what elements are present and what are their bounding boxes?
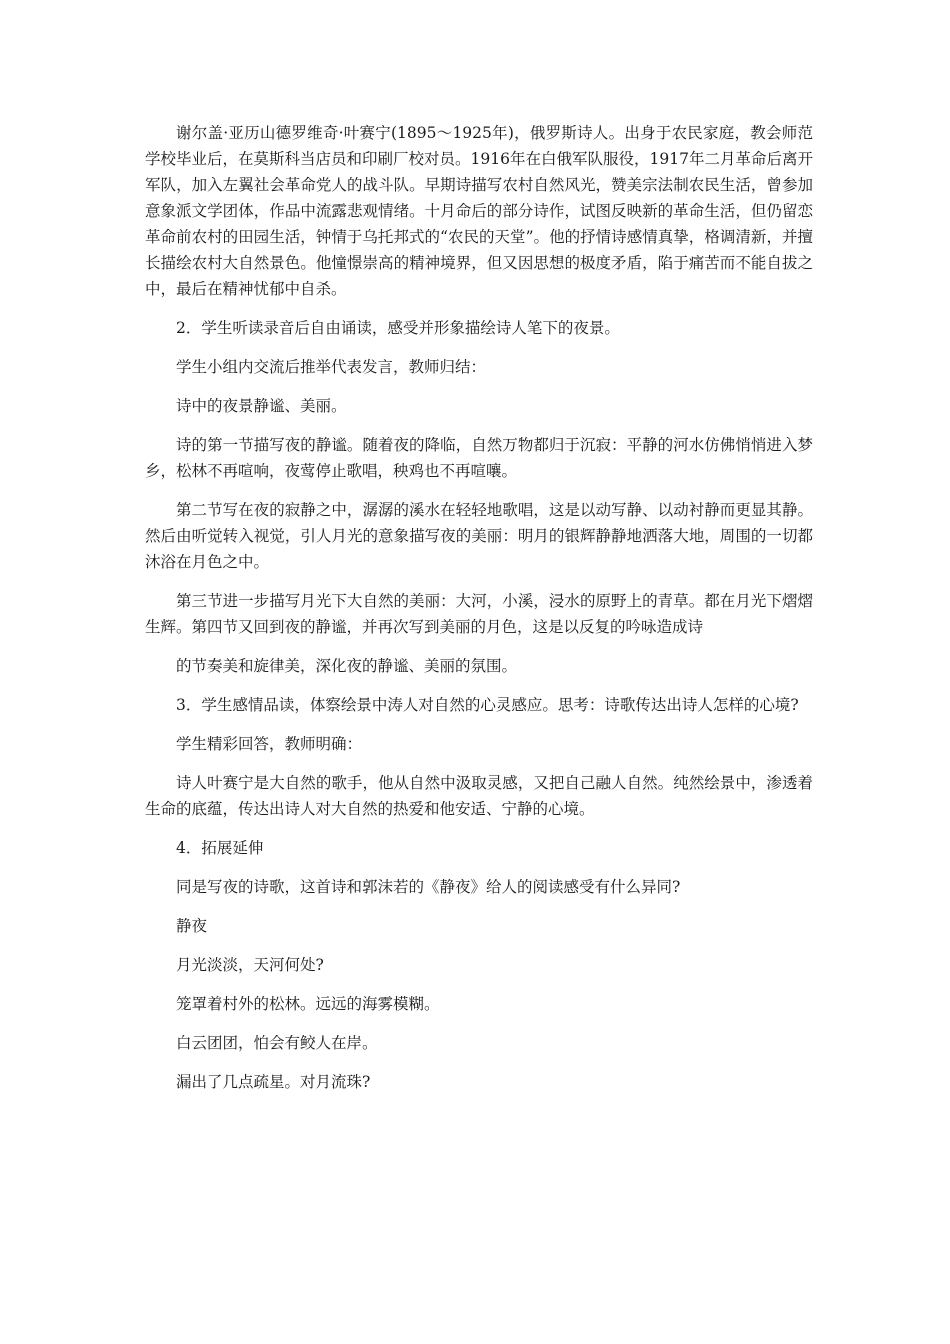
paragraph-poet-summary: 诗人叶赛宁是大自然的歌手，他从自然中汲取灵感，又把自己融人自然。纯然绘景中，渗透着生命的底蕴，传达出诗人对大自然的热爱和他安适、宁静的心境。 — [145, 774, 813, 818]
paragraph-step-3: 3．学生感情品读，体察绘景中涛人对自然的心灵感应。思考：诗歌传达出诗人怎样的心境? — [176, 696, 799, 714]
poem-line-3: 白云团团，怕会有鲛人在岸。 — [176, 1034, 378, 1052]
paragraph-group-discussion: 学生小组内交流后推举代表发言，教师归结： — [176, 358, 487, 376]
paragraph-stanza-3-4: 第三节进一步描写月光下大自然的美丽：大河，小溪，浸水的原野上的青草。都在月光下熠熠生辉。第四节又回到夜的静谧，并再次写到美丽的月色，这是以反复的吟咏造成诗 — [145, 592, 813, 636]
poem-title: 静夜 — [176, 917, 208, 935]
paragraph-comparison-question: 同是写夜的诗歌，这首诗和郭沫若的《静夜》给人的阅读感受有什么异同? — [176, 878, 681, 896]
paragraph-night-scene: 诗中的夜景静谧、美丽。 — [176, 397, 347, 415]
paragraph-step-2: 2．学生听读录音后自由诵读，感受并形象描绘诗人笔下的夜景。 — [176, 319, 620, 337]
paragraph-stanza-1: 诗的第一节描写夜的静谧。随着夜的降临，自然万物都归于沉寂：平静的河水仿佛悄悄进入梦乡，松林不再喧响，夜莺停止歌唱，秧鸡也不再喧嚷。 — [145, 436, 813, 480]
poem-line-4: 漏出了几点疏星。对月流珠? — [176, 1073, 371, 1091]
poem-line-2: 笼罩着村外的松林。远远的海雾模糊。 — [176, 995, 440, 1013]
paragraph-step-4: 4．拓展延伸 — [176, 839, 264, 857]
paragraph-student-answer: 学生精彩回答，教师明确： — [176, 735, 363, 753]
paragraph-rhythm: 的节奏美和旋律美，深化夜的静谧、美丽的氛围。 — [176, 657, 518, 675]
paragraph-stanza-2: 第二节写在夜的寂静之中，潺潺的溪水在轻轻地歌唱，这是以动写静、以动衬静而更显其静。然后由听觉转入视觉，引人月光的意象描写夜的美丽：明月的银辉静静地洒落大地，周围的一切都沐浴在月色之中。 — [145, 501, 813, 571]
document-body — [145, 120, 813, 1108]
poem-line-1: 月光淡淡，天河何处? — [176, 956, 324, 974]
paragraph-author-bio: 谢尔盖·亚历山德罗维奇·叶赛宁(1895～1925年)，俄罗斯诗人。出身于农民家庭，教会师范学校毕业后，在莫斯科当店员和印刷厂校对员。1916年在白俄军队服役，1917年二月革命后离开军队，加入左翼社会革命党人的战斗队。早期诗描写农村自然风光，赞美宗法制农民生活，曾参加意象派文学团体，作品中流露悲观情绪。十月命后的部分诗作，试图反映新的革命生活，但仍留恋革命前农村的田园生活，钟情于乌托邦式的“农民的天堂”。他的抒情诗感情真挚，格调清新，并擅长描绘农村大自然景色。他憧憬崇高的精神境界，但又因思想的极度矛盾，陷于痛苦而不能自拔之中，最后在精神忧郁中自杀。 — [145, 124, 813, 298]
